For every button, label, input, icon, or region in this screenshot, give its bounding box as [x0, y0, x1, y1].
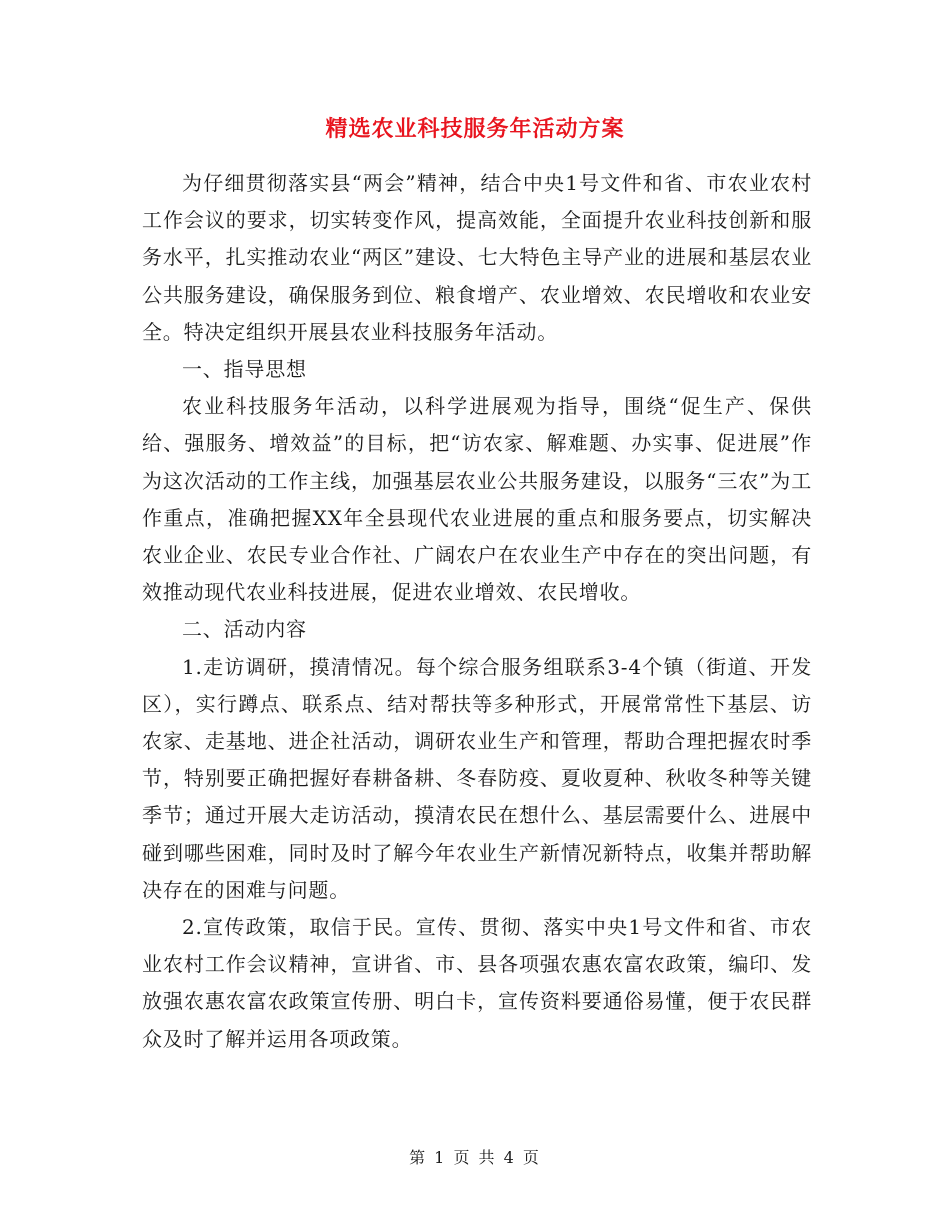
section-heading-guiding-ideology: 一、指导思想 [182, 357, 307, 382]
guiding-ideology-paragraph: 农业科技服务年活动，以科学进展观为指导，围绕“促生产、保供给、强服务、增效益”的目标，把“访农家、解难题、办实事、促进展”作为这次活动的工作主线，加强基层农业公共服务建设，以服务“三农”为工作重点，准确把握XX年全县现代农业进展的重点和服务要点，切实解决农业企业、农民专业合作社、广阔农户在农业生产中存在的突出问题，有效推动现代农业科技进展，促进农业增效、农民增收。 [142, 394, 812, 605]
section-heading-activity-content: 二、活动内容 [182, 617, 307, 642]
document-title: 精选农业科技服务年活动方案 [325, 117, 625, 142]
activity-item-2: 2.宣传政策，取信于民。宣传、贯彻、落实中央1号文件和省、市农业农村工作会议精神，宣讲省、市、县各项强农惠农富农政策，编印、发放强农惠农富农政策宣传册、明白卡，宣传资料要通俗易懂，便于农民群众及时了解并运用各项政策。 [142, 915, 812, 1051]
intro-paragraph: 为仔细贯彻落实县“两会”精神，结合中央1号文件和省、市农业农村工作会议的要求，切实转变作风，提高效能，全面提升农业科技创新和服务水平，扎实推动农业“两区”建设、七大特色主导产业的进展和基层农业公共服务建设，确保服务到位、粮食增产、农业增效、农民增收和农业安全。特决定组织开展县农业科技服务年活动。 [142, 171, 812, 344]
page-number-footer: 第 1 页 共 4 页 [409, 1148, 541, 1167]
document-body [142, 165, 812, 1058]
activity-item-1: 1.走访调研，摸清情况。每个综合服务组联系3-4个镇（街道、开发区），实行蹲点、联系点、结对帮扶等多种形式，开展常常性下基层、访农家、走基地、进企社活动，调研农业生产和管理，帮助合理把握农时季节，特别要正确把握好春耕备耕、冬春防疫、夏收夏种、秋收冬种等关键季节；通过开展大走访活动，摸清农民在想什么、基层需要什么、进展中碰到哪些困难，同时及时了解今年农业生产新情况新特点，收集并帮助解决存在的困难与问题。 [142, 654, 812, 902]
